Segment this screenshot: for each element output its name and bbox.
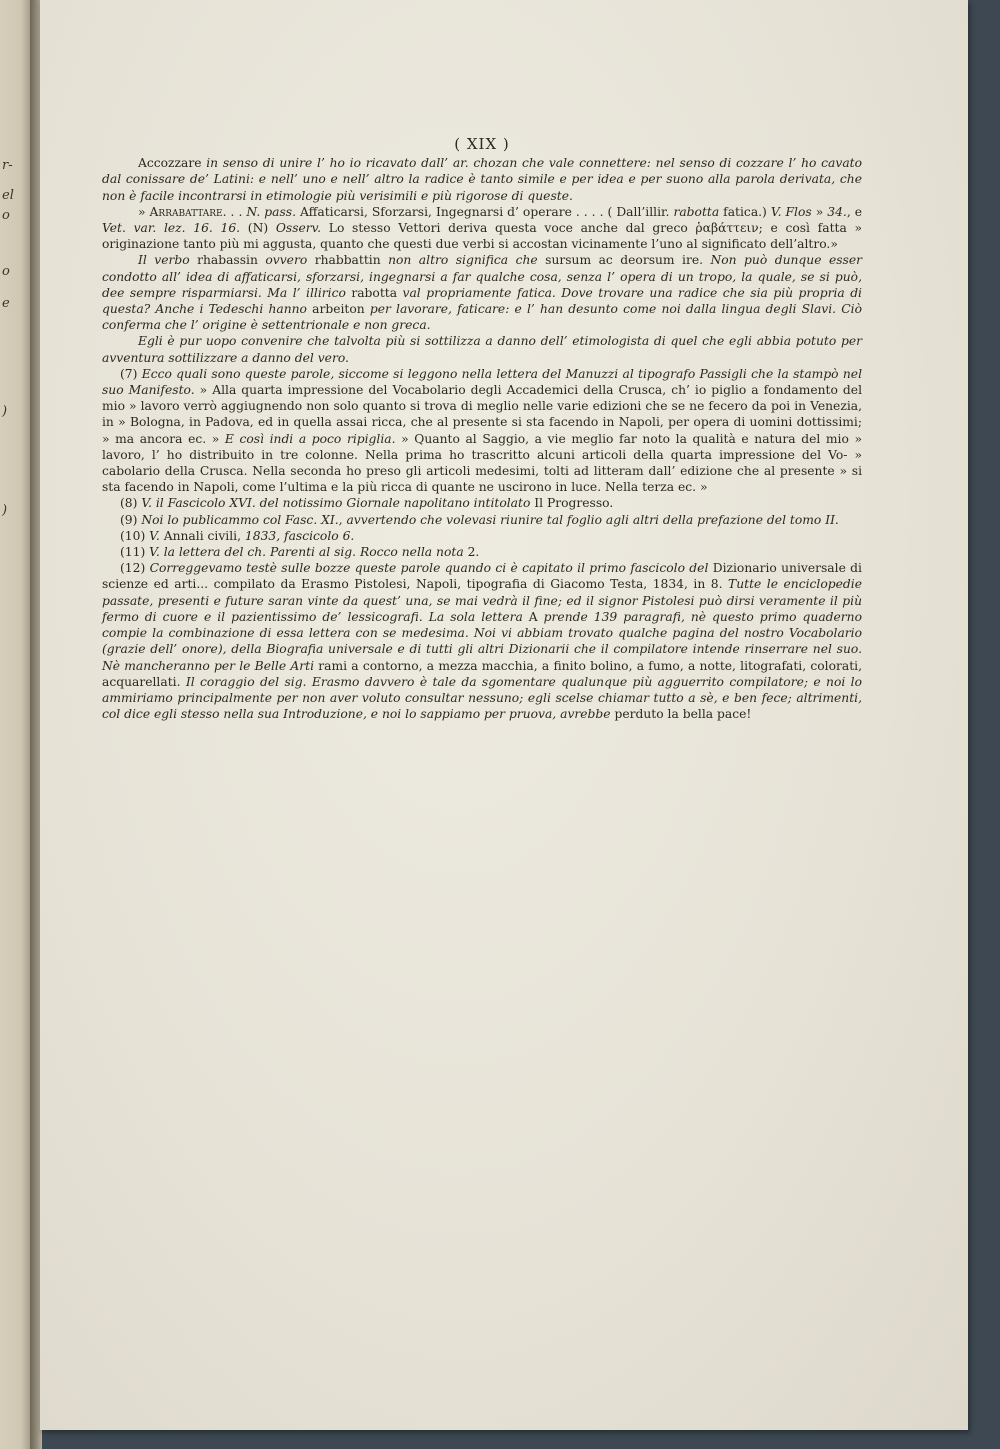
text-run: per lavorare, faticare: e l’ han desunto come noi dalla lingua degli Slavi. Ciò conferma che l’ origine è settentrionale e non greca.	[102, 302, 862, 333]
text-run: (7)	[120, 366, 142, 381]
text-run: prende 139 paragrafi, nè questo primo quaderno compie la combinazione di essa lettera con se medesima. Noi vi abbiam trovato qualche pagina del nostro Vocabolario (grazie dell’ onore), della Biografia universale e di tutti gli altri Dizionarii che il compilatore intende rinserrare nel suo. Nè mancheranno per le Belle Arti	[102, 609, 862, 673]
text-run: rhabbattin	[314, 253, 381, 268]
text-run: rabotta	[673, 204, 720, 219]
text-run: Dizionario universale di scienze ed arti... compilato da Erasmo Pistolesi, Napoli, tipografia di Giacomo Testa, 1834, in 8.	[102, 561, 862, 592]
edge-fragment: )	[2, 404, 8, 419]
text-run: V. il Fascicolo XVI. del notissimo Giornale napolitano intitolato	[141, 496, 531, 511]
text-run: Accozzare	[138, 156, 207, 171]
text-run: »	[811, 204, 828, 219]
text-run: V.	[149, 528, 160, 543]
edge-fragment: o	[2, 208, 10, 223]
text-run: , e	[846, 204, 863, 219]
edge-fragment: e	[2, 296, 10, 311]
text-run: E così indi a poco ripiglia.	[224, 431, 396, 446]
text-run: Vet. var. lez. 16. 16.	[102, 221, 241, 236]
text-run: N. pass.	[246, 204, 296, 219]
text-run: Lo stesso Vettori deriva questa voce anche dal greco ῥαβάττειν; e così fatta » originazione tanto più mi aggusta, quanto che questi due verbi si accostan vicinamente l’uno al significato dell’altro.»	[102, 221, 862, 252]
text-run: rhabassin	[197, 253, 258, 268]
text-run: perduto la bella pace!	[610, 707, 752, 722]
paragraph	[102, 155, 862, 204]
text-run: (8)	[120, 496, 142, 511]
footnote	[102, 560, 862, 722]
text-run: Annali civili,	[159, 528, 245, 543]
text-run: V. la lettera del ch. Parenti al sig. Rocco nella nota	[149, 545, 464, 560]
text-run: (N)	[240, 221, 276, 236]
text-run: Correggevamo testè sulle bozze queste parole quando ci è capitato il primo fascicolo del	[149, 561, 709, 576]
text-run: Tutte le enciclopedie passate, presenti e future saran vinte da quest’ una, se mai vedrà il fine; ed il signor Pistolesi può dirsi veramente il più fermo di cuore e il pazientissimo de’ lessicografi. La sola lettera	[102, 577, 863, 624]
text-run: in senso di unire l’ ho io ricavato dall’ ar. chozan che vale connettere: nel senso di cozzare l’ ho cavato dal conissare de’ Latini: e nell’ uno e nell’ altro la radice è tanto simile e per idea e per suono alla parola derivata, che non è facile incontrarsi in etimologie più verisimili e più rigorose di queste.	[102, 156, 862, 203]
text-run: 34.	[827, 204, 847, 219]
text-run: (9)	[120, 512, 142, 527]
paragraph	[102, 204, 862, 253]
text-run: arbeiton	[312, 302, 365, 317]
paragraph	[102, 333, 862, 365]
text-run: (12)	[120, 561, 150, 576]
text-run: A	[522, 609, 544, 624]
text-run: . . .	[222, 204, 247, 219]
page-body	[102, 155, 862, 722]
text-run: Il verbo	[138, 253, 198, 268]
text-run: Noi lo publicammo col Fasc. XI., avvertendo che volevasi riunire tal foglio agli altri della prefazione del tomo II.	[141, 512, 839, 527]
text-run: Non può dunque esser condotto all’ idea di affaticarsi, sforzarsi, ingegnarsi a far qualche cosa, senza l’ opera di un tropo, la quale, se si può, dee sempre risparmiarsi. Ma l’ illirico	[102, 253, 863, 300]
text-run: Ecco quali sono queste parole, siccome si leggono nella lettera del Manuzzi al tipografo Passigli che la stampò nel suo Manifesto.	[102, 366, 863, 398]
footnote	[102, 366, 862, 496]
text-run: Arrabattare	[149, 204, 223, 219]
footnote	[102, 528, 862, 544]
text-run: V. Flos	[770, 204, 812, 219]
text-run: ovvero	[257, 253, 315, 268]
text-run: 2.	[463, 545, 480, 560]
page-number: ( XIX )	[454, 135, 510, 153]
footnote	[102, 512, 862, 528]
footnote	[102, 544, 862, 560]
page-text	[102, 136, 862, 722]
previous-page-edge	[0, 0, 30, 1449]
text-run: sursum ac deorsum ire.	[545, 253, 704, 268]
text-run: Osserv.	[275, 221, 322, 236]
text-run: (10)	[120, 528, 150, 543]
edge-fragment: o	[2, 264, 10, 279]
text-run: »	[138, 204, 150, 219]
text-run: val propriamente fatica. Dove trovare una radice che sia più propria di questa? Anche i Tedeschi hanno	[102, 285, 862, 317]
edge-fragment: r-	[2, 158, 13, 173]
text-run: (11)	[120, 545, 150, 560]
text-run: non altro significa che	[380, 253, 546, 268]
text-run: Affaticarsi, Sforzarsi, Ingegnarsi d’ operare . . . . ( Dall’illir.	[296, 204, 674, 219]
text-run: fatica.)	[719, 204, 771, 219]
text-run: rami a contorno, a mezza macchia, a finito bolino, a fumo, a notte, litografati, colorati, acquarellati.	[102, 658, 862, 689]
text-run: Il Progresso.	[530, 496, 614, 511]
edge-fragment: )	[2, 503, 8, 518]
text-run: 1833, fascicolo 6.	[244, 528, 355, 543]
footnote	[102, 495, 862, 511]
paragraph	[102, 252, 862, 333]
text-run: » Quanto al Saggio, a vie meglio far noto la qualità e natura del mio » lavoro, l’ ho distribuito in tre colonne. Nella prima ho trascritto alcuni articoli della quarta impressione del Vo- » cabolario della Crusca. Nella seconda ho preso gli articoli medesimi, tolti ad litteram dall’ edizione che al presente » si sta facendo in Napoli, come l’ultima e la più ricca di quante ne uscirono in luce. Nella terza ec. »	[102, 431, 862, 495]
text-run: Egli è pur uopo convenire che talvolta più si sottilizza a danno dell’ etimologista di quel che egli abbia potuto per avventura sottilizzare a danno del vero.	[102, 334, 862, 365]
text-run: Il coraggio del sig. Erasmo davvero è tale da sgomentare qualunque più agguerrito compilatore; e noi lo ammiriamo principalmente per non aver voluto consultar nessuno; egli scelse chiamar tutto a sè, e ben fece; altrimenti, col dice egli stesso nella sua Introduzione, e noi lo sappiamo per pruova, avrebbe	[102, 674, 862, 722]
text-run: rabotta	[351, 285, 398, 300]
text-run: » Alla quarta impressione del Vocabolario degli Accademici della Crusca, ch’ io piglio a fondamento del mio » lavoro verrò aggiugnendo non solo quanto si trova di meglio nelle varie edizioni che se ne fecero da poi in Venezia, in » Bologna, in Padova, ed in quella assai ricca, che al presente si sta facendo in Napoli, per opera di uomini dottissimi; » ma ancora ec. »	[102, 383, 863, 446]
edge-fragment: el	[2, 188, 14, 203]
page	[40, 0, 968, 1430]
